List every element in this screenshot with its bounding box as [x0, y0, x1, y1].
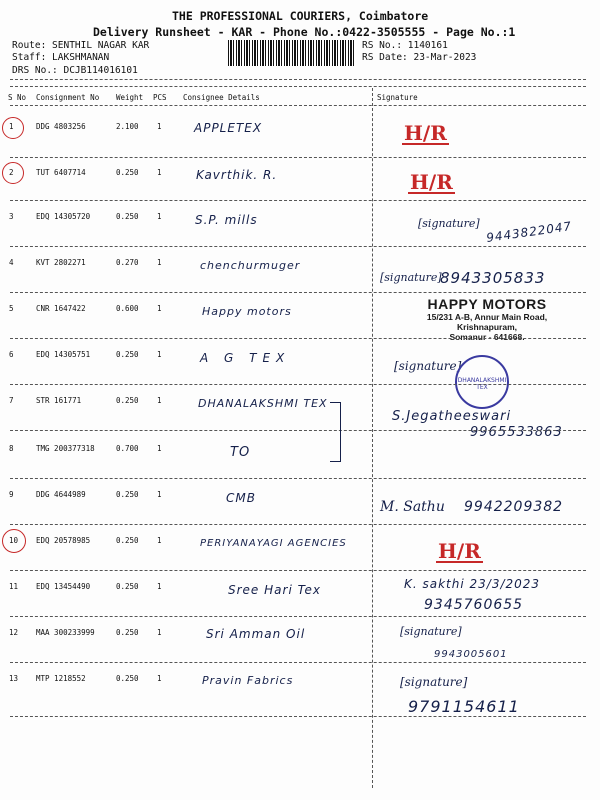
table-row [0, 665, 600, 716]
row-consignee: Happy motors [202, 305, 292, 318]
row-consignee: chenchurmuger [200, 259, 301, 272]
row-weight: 0.250 [116, 674, 139, 683]
row-sno: 7 [9, 396, 14, 405]
row-sno: 13 [9, 674, 19, 683]
row-pcs: 1 [157, 536, 162, 545]
row-divider [10, 478, 586, 479]
row-pcs: 1 [157, 122, 162, 131]
row-signature: [signature] [418, 217, 480, 230]
table-row [0, 433, 600, 477]
row-pcs: 1 [157, 396, 162, 405]
row-weight: 0.250 [116, 168, 139, 177]
row-consignment: DDG 4644989 [36, 490, 86, 499]
row-pcs: 1 [157, 168, 162, 177]
row-consignee: CMB [226, 491, 256, 505]
row-weight: 2.100 [116, 122, 139, 131]
row-sno: 4 [9, 258, 14, 267]
row-pcs: 1 [157, 350, 162, 359]
table-row [0, 203, 600, 247]
row-divider [10, 246, 586, 247]
row-signature: [signature] [400, 675, 468, 689]
row-signature: [signature] [394, 359, 462, 373]
row-phone: 8943305833 [440, 269, 546, 287]
row-weight: 0.250 [116, 490, 139, 499]
row-phone: 9443822047 [485, 219, 573, 245]
row-signature: [signature] [400, 625, 462, 638]
row-consignee: APPLETEX [194, 121, 263, 135]
col-weight: Weight [116, 93, 144, 102]
row-pcs: 1 [157, 674, 162, 683]
header-divider [10, 79, 586, 80]
row-pcs: 1 [157, 444, 162, 453]
stamp-line: Somanur - 641668. [449, 332, 525, 342]
row-divider [10, 338, 586, 339]
row-sno: 5 [9, 304, 14, 313]
row-divider [10, 200, 586, 201]
row-consignee: Kavrthik. R. [196, 168, 278, 182]
table-row [0, 527, 600, 571]
row-divider [10, 384, 586, 385]
column-header-divider [10, 105, 586, 106]
table-row [0, 573, 600, 617]
rs-date: RS Date: 23-Mar-2023 [362, 52, 477, 63]
row-consignment: KVT 2802271 [36, 258, 86, 267]
table-row [0, 249, 600, 293]
row-consignment: DDG 4803256 [36, 122, 86, 131]
row-divider [10, 157, 586, 158]
row-consignment: TMG 200377318 [36, 444, 95, 453]
row-weight: 0.270 [116, 258, 139, 267]
row-sno: 9 [9, 490, 14, 499]
row-sno: 10 [9, 536, 19, 545]
row-phone: 9345760655 [424, 597, 524, 613]
row-weight: 0.700 [116, 444, 139, 453]
table-row [0, 481, 600, 525]
row-sno: 11 [9, 582, 19, 591]
row-signature: H/R [404, 121, 447, 145]
barcode [228, 40, 356, 66]
row-signature: H/R [410, 170, 453, 194]
row-signature: H/R [438, 539, 481, 563]
col-consignee: Consignee Details [183, 93, 260, 102]
row-phone: 9943005601 [434, 649, 508, 660]
row-weight: 0.250 [116, 212, 139, 221]
row-consignee: DHANALAKSHMI TEX [198, 397, 328, 410]
staff-label: Staff: LAKSHMANAN [12, 52, 110, 63]
table-row [0, 619, 600, 663]
row-weight: 0.250 [116, 396, 139, 405]
row-signature: M. Sathu [380, 499, 445, 515]
col-sno: S No [8, 93, 27, 102]
drs-number: DRS No.: DCJB114016101 [12, 65, 138, 76]
row-sno: 1 [9, 122, 14, 131]
row-divider [10, 524, 586, 525]
stamp-line: 15/231 A-B, Annur Main Road, [426, 312, 548, 322]
header-divider [10, 86, 586, 87]
row-consignment: CNR 1647422 [36, 304, 86, 313]
route-label: Route: SENTHIL NAGAR KAR [12, 40, 150, 51]
stamp-name: HAPPY MOTORS [427, 296, 547, 312]
row-sno: 12 [9, 628, 19, 637]
row-divider [10, 292, 586, 293]
row-divider [10, 662, 586, 663]
row-divider [10, 570, 586, 571]
row-consignment: EDQ 14305751 [36, 350, 91, 359]
row-sno: 8 [9, 444, 14, 453]
row-consignee: TO [230, 445, 251, 460]
row-phone: 9965533863 [470, 425, 563, 440]
row-sno: 2 [9, 168, 14, 177]
row-consignment: EDQ 13454490 [36, 582, 91, 591]
row-phone: 9942209382 [464, 499, 564, 515]
col-signature: Signature [377, 93, 418, 102]
row-weight: 0.600 [116, 304, 139, 313]
happy-motors-stamp [392, 296, 582, 342]
row-phone: 9791154611 [408, 697, 520, 716]
row-consignment: STR 161771 [36, 396, 82, 405]
table-row [0, 113, 600, 157]
row-signature: S.Jegatheeswari [392, 409, 512, 424]
row-pcs: 1 [157, 258, 162, 267]
col-pcs: PCS [153, 93, 167, 102]
row-consignment: MAA 300233999 [36, 628, 95, 637]
rs-number: RS No.: 1140161 [362, 40, 448, 51]
row-consignee: PERIYANAYAGI AGENCIES [200, 538, 347, 549]
row-weight: 0.250 [116, 350, 139, 359]
runsheet-title: Delivery Runsheet - KAR - Phone No.:0422-3505555 - Page No.:1 [93, 25, 516, 39]
row-consignment: EDQ 20578985 [36, 536, 91, 545]
row-consignee: Sree Hari Tex [228, 583, 321, 597]
row-pcs: 1 [157, 628, 162, 637]
row-pcs: 1 [157, 490, 162, 499]
table-row [0, 387, 600, 440]
row-divider [10, 430, 586, 431]
row-divider [10, 716, 586, 717]
col-consignment: Consignment No [36, 93, 100, 102]
row-consignee: S.P. mills [195, 213, 258, 227]
row-signature: K. sakthi 23/3/2023 [404, 577, 541, 591]
row-pcs: 1 [157, 304, 162, 313]
row-weight: 0.250 [116, 536, 139, 545]
row-sno: 3 [9, 212, 14, 221]
stamp-line: Krishnapuram, [457, 322, 517, 332]
company-title: THE PROFESSIONAL COURIERS, Coimbatore [172, 9, 429, 23]
row-weight: 0.250 [116, 582, 139, 591]
row-consignee: A G TEX [200, 351, 291, 365]
row-pcs: 1 [157, 212, 162, 221]
row-consignment: MTP 1218552 [36, 674, 86, 683]
round-stamp-text: DHANALAKSHMI TEX [457, 377, 507, 391]
row-pcs: 1 [157, 582, 162, 591]
row-sno: 6 [9, 350, 14, 359]
row-consignment: TUT 6407714 [36, 168, 86, 177]
table-row [0, 341, 600, 385]
row-consignee: Pravin Fabrics [202, 674, 294, 687]
table-row [0, 160, 600, 204]
row-consignment: EDQ 14305720 [36, 212, 91, 221]
row-weight: 0.250 [116, 628, 139, 637]
row-divider [10, 616, 586, 617]
row-signature: [signature] [380, 271, 442, 284]
row-consignee: Sri Amman Oil [206, 627, 306, 641]
